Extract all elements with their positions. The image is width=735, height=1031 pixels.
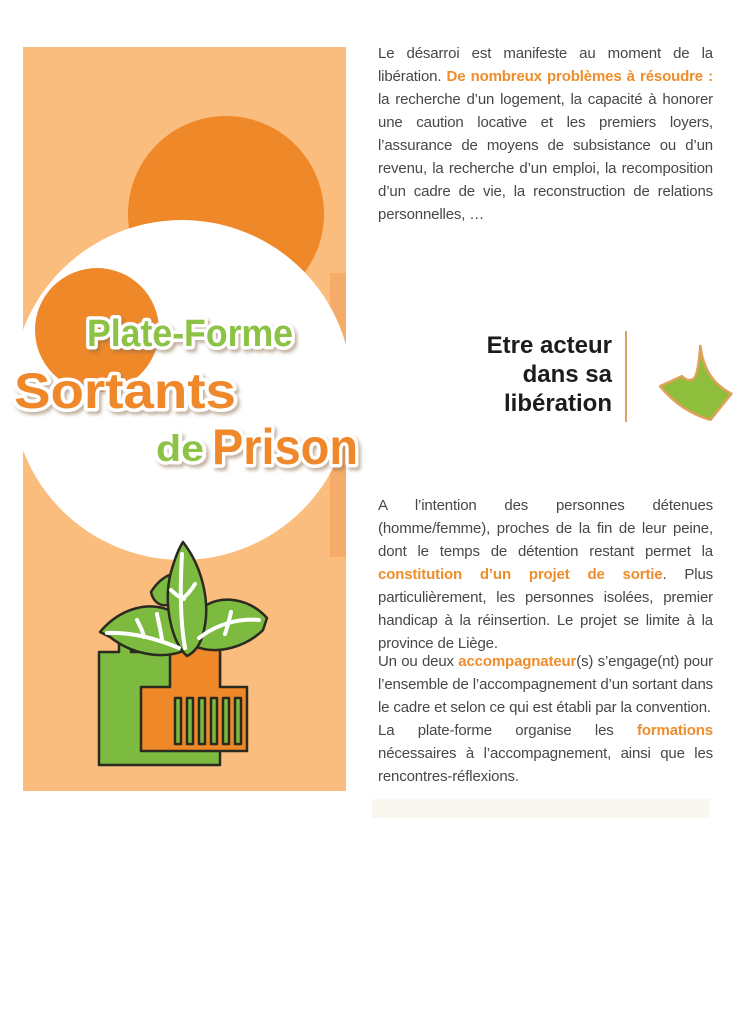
heading-line-3: libération	[503, 390, 612, 417]
paragraph-text: La plate-forme organise les formations nécessaires à l’accompagnement, ainsi que les rencontres-réflexions.	[378, 722, 713, 785]
paragraph-liberation-problems	[378, 42, 713, 226]
title-word-de: de	[156, 428, 204, 469]
heading-line-1: Etre acteur	[486, 332, 612, 359]
title-word-prison: Prison	[212, 419, 358, 475]
leaves-over-prison-bars-logo	[95, 540, 271, 768]
faint-bottom-strip	[372, 799, 710, 818]
cover-title	[0, 296, 380, 481]
paragraph-text: Le désarroi est manifeste au moment de la libération. De nombreux problèmes à résoudre : la recherche d’un logement, la capacité à honorer une caution locative et les premiers loyers, l’assurance de moyens de subsistance ou d’un revenu, la recherche d’un emploi, la recomposition d’un cadre de vie, la reconstruction de relations personnelles, …	[378, 45, 713, 223]
heading-line-2: dans sa	[522, 361, 612, 388]
paragraph-text: A l’intention des personnes détenues (homme/femme), proches de la fin de leur peine, dont le temps de détention restant permet la constitution d’un projet de sortie. Plus particulièrement, les personnes isolées, premier handicap à la réinsertion. Le projet se limite à la province de Liège.	[378, 497, 713, 652]
paragraph-accompagnateur	[378, 650, 713, 788]
heading-divider-line	[625, 331, 627, 422]
paragraph-text: Un ou deux accompagnateur(s) s’engage(nt) pour l’ensemble de l’accompagnement d’un sortant dans le cadre et selon ce qui est établi par la convention.	[378, 653, 713, 716]
title-line-sortants: Sortants	[14, 363, 236, 419]
title-line-plate-forme: Plate-Forme	[87, 313, 293, 355]
green-swoosh-arrow-icon	[650, 339, 734, 430]
heading-etre-acteur	[430, 331, 612, 418]
paragraph-target-audience	[378, 494, 713, 655]
